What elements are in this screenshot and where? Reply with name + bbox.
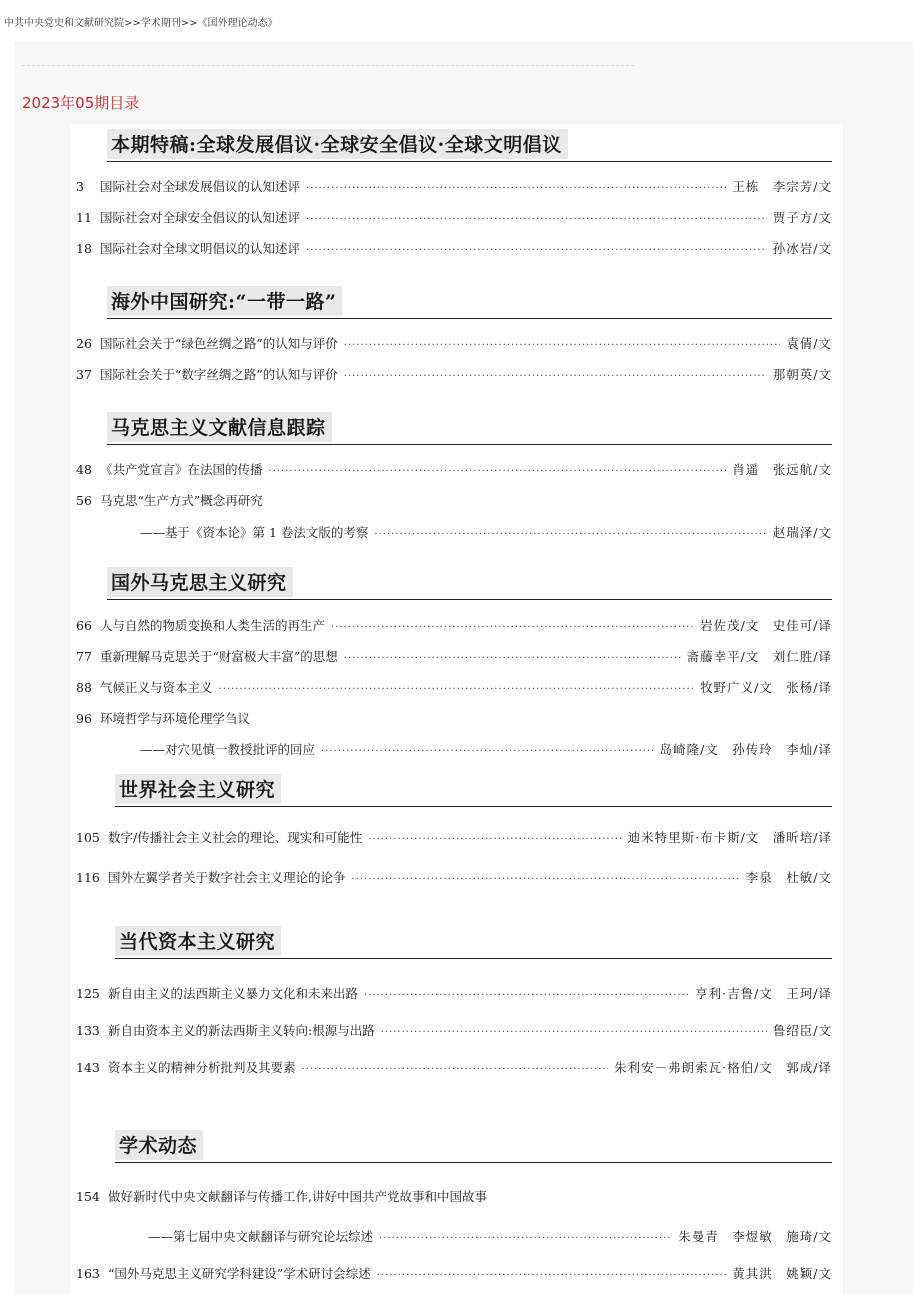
breadcrumb-separator: >> <box>180 18 198 29</box>
toc-entry[interactable]: 154 做好新时代中央文献翻译与传播工作,讲好中国共产党故事和中国故事 <box>76 1189 487 1204</box>
breadcrumb-item-journals[interactable]: 学术期刊 <box>140 18 181 29</box>
toc-entry[interactable]: 133 新自由资本主义的新法西斯主义转向:根源与出路 ····· 鲁绍臣/文 <box>70 1021 832 1041</box>
section-heading: 马克思主义文献信息跟踪 <box>107 412 832 445</box>
toc-entry[interactable]: 96 环境哲学与环境伦理学刍议 <box>76 711 251 726</box>
section-heading: 学术动态 <box>115 1130 832 1163</box>
toc-entry[interactable]: 18 国际社会对全球文明倡议的认知述评 ····· 孙冰岩/文 <box>70 239 832 259</box>
toc-entry[interactable]: 105 数字/传播社会主义社会的理论、现实和可能性 ····· 迪米特里斯·布卡斯/文 潘昕培/译 <box>70 828 832 848</box>
toc-entry[interactable]: 11 国际社会对全球安全倡议的认知述评 ····· 贾子方/文 <box>70 208 832 228</box>
section-heading: 世界社会主义研究 <box>115 774 832 807</box>
section-heading: 海外中国研究:“一带一路” <box>107 286 832 319</box>
toc-entry-subtitle[interactable]: ——基于《资本论》第 1 卷法文版的考察 ····· 赵瑞泽/文 <box>70 523 832 543</box>
issue-title: 2023年05期目录 <box>22 94 140 112</box>
toc-entry[interactable]: 56 马克思“生产方式”概念再研究 <box>76 493 263 508</box>
toc-entry[interactable]: 116 国外左翼学者关于数字社会主义理论的论争 ····· 李泉 杜敏/文 <box>70 868 832 888</box>
toc-entry-subtitle[interactable]: ——第七届中央文献翻译与研究论坛综述 ····· 朱曼青 李煜敏 施琦/文 <box>70 1227 832 1247</box>
breadcrumb <box>4 14 278 29</box>
dashed-divider <box>22 65 634 66</box>
breadcrumb-item-institute[interactable]: 中共中央党史和文献研究院 <box>4 18 124 29</box>
toc-entry[interactable]: 26 国际社会关于“绿色丝绸之路”的认知与评价 ····· 袁倩/文 <box>70 334 832 354</box>
toc-entry-subtitle[interactable]: ——对穴见慎一教授批评的回应 ····· 岛崎隆/文 孙传玲 李灿/译 <box>70 740 832 760</box>
toc-entry[interactable]: 125 新自由主义的法西斯主义暴力文化和未来出路 ····· 亨利·吉鲁/文 王珂/译 <box>70 984 832 1004</box>
toc-entry[interactable]: 88 气候正义与资本主义 ····· 牧野广义/文 张杨/译 <box>70 678 832 698</box>
table-of-contents <box>70 124 843 1294</box>
toc-entry[interactable]: 3 国际社会对全球发展倡议的认知述评 ····· 王栋 李宗芳/文 <box>70 177 832 197</box>
section-heading: 本期特稿:全球发展倡议·全球安全倡议·全球文明倡议 <box>107 129 832 162</box>
breadcrumb-item-journal[interactable]: 《国外理论动态》 <box>197 18 278 29</box>
section-heading: 国外马克思主义研究 <box>107 567 832 600</box>
toc-entry[interactable]: 143 资本主义的精神分析批判及其要素 ····· 朱利安－弗朗索瓦·格伯/文 郭成/译 <box>70 1058 832 1078</box>
toc-entry[interactable]: 48 《共产党宣言》在法国的传播 ····· 肖遥 张远航/文 <box>70 460 832 480</box>
toc-entry[interactable]: 77 重新理解马克思关于“财富极大丰富”的思想 ····· 斋藤幸平/文 刘仁胜/译 <box>70 647 832 667</box>
toc-entry[interactable]: 163 “国外马克思主义研究学科建设”学术研讨会综述 ····· 黄其洪 姚颖/文 <box>70 1264 832 1284</box>
breadcrumb-separator: >> <box>124 18 141 29</box>
toc-entry[interactable]: 66 人与自然的物质变换和人类生活的再生产 ····· 岩佐茂/文 史佳可/译 <box>70 616 832 636</box>
toc-entry[interactable]: 37 国际社会关于“数字丝绸之路”的认知与评价 ····· 那朝英/文 <box>70 365 832 385</box>
section-heading: 当代资本主义研究 <box>115 926 832 959</box>
